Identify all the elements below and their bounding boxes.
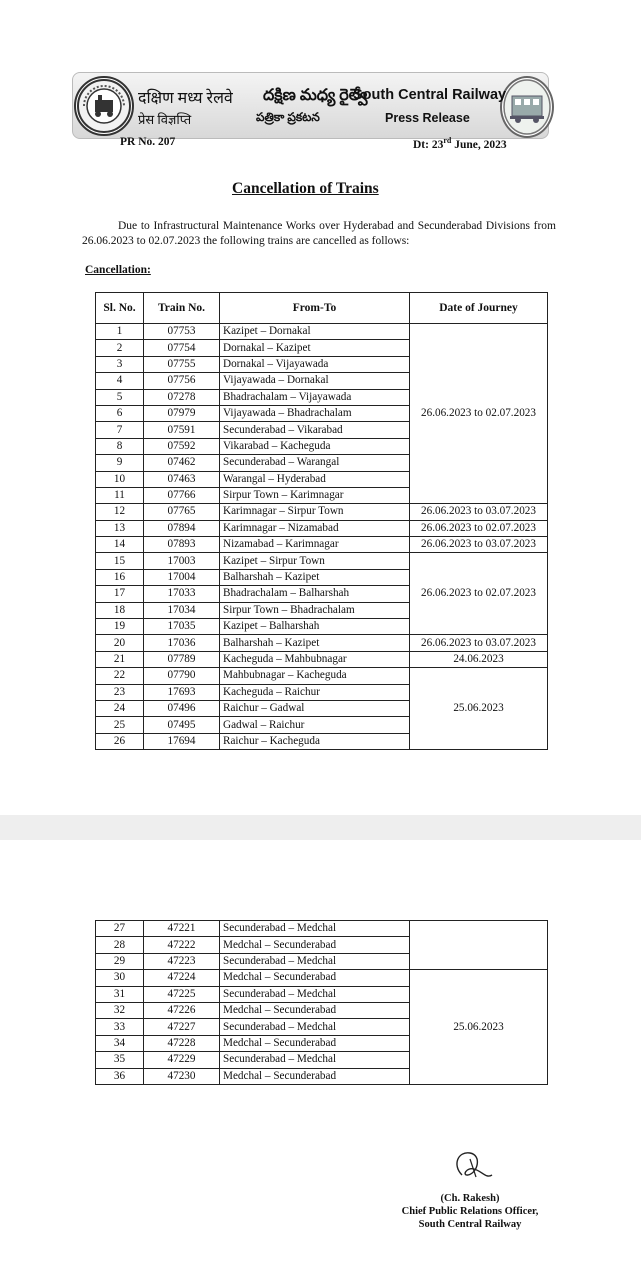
date-of-journey-cell: 26.06.2023 to 02.07.2023 — [410, 553, 548, 635]
train-no-cell: 07463 — [144, 471, 220, 487]
sl-no-cell: 24 — [96, 700, 144, 716]
train-no-cell: 07765 — [144, 504, 220, 520]
route-cell: Bhadrachalam – Balharshah — [220, 586, 410, 602]
route-cell: Secunderabad – Vikarabad — [220, 422, 410, 438]
route-cell: Secunderabad – Medchal — [220, 1019, 410, 1035]
sl-no-cell: 30 — [96, 970, 144, 986]
sl-no-cell: 32 — [96, 1002, 144, 1018]
route-cell: Secunderabad – Warangal — [220, 455, 410, 471]
sl-no-cell: 19 — [96, 619, 144, 635]
page-title: Cancellation of Trains — [232, 180, 379, 197]
train-no-cell: 47229 — [144, 1052, 220, 1068]
route-cell: Medchal – Secunderabad — [220, 970, 410, 986]
sl-no-cell: 12 — [96, 504, 144, 520]
train-no-cell: 07756 — [144, 373, 220, 389]
sl-no-cell: 4 — [96, 373, 144, 389]
route-cell: Vikarabad – Kacheguda — [220, 438, 410, 454]
route-cell: Raichur – Kacheguda — [220, 733, 410, 749]
press-release-english: Press Release — [385, 111, 470, 125]
train-no-cell: 07754 — [144, 340, 220, 356]
train-no-cell: 07893 — [144, 537, 220, 553]
signature-mark — [448, 1145, 498, 1190]
train-no-cell: 07789 — [144, 651, 220, 667]
header-date-of-journey: Date of Journey — [410, 293, 548, 324]
date-of-journey-cell: 26.06.2023 to 02.07.2023 — [410, 520, 548, 536]
train-no-cell: 47223 — [144, 953, 220, 969]
header-sl-no: Sl. No. — [96, 293, 144, 324]
route-cell: Dornakal – Vijayawada — [220, 356, 410, 372]
sl-no-cell: 34 — [96, 1035, 144, 1051]
release-date: Dt: 23rd June, 2023 — [413, 136, 507, 151]
table-row — [96, 970, 548, 986]
sl-no-cell: 27 — [96, 921, 144, 937]
sl-no-cell: 22 — [96, 668, 144, 684]
route-cell: Karimnagar – Nizamabad — [220, 520, 410, 536]
route-cell: Sirpur Town – Karimnagar — [220, 487, 410, 503]
date-of-journey-cell: 26.06.2023 to 02.07.2023 — [410, 324, 548, 504]
train-no-cell: 47221 — [144, 921, 220, 937]
train-no-cell: 07755 — [144, 356, 220, 372]
sl-no-cell: 18 — [96, 602, 144, 618]
sl-no-cell: 3 — [96, 356, 144, 372]
train-no-cell: 07979 — [144, 405, 220, 421]
signatory-organization: South Central Railway — [418, 1219, 522, 1230]
train-no-cell: 47225 — [144, 986, 220, 1002]
sl-no-cell: 9 — [96, 455, 144, 471]
press-release-telugu: పత్రికా ప్రకటన — [256, 110, 320, 124]
route-cell: Medchal – Secunderabad — [220, 937, 410, 953]
intro-paragraph: Due to Infrastructural Maintenance Works over Hyderabad and Secunderabad Divisions from 26.06.2023 to 02.07.2023 the following trains are cancelled as follows: — [82, 220, 556, 247]
table-row — [96, 537, 548, 553]
press-release-hindi: प्रेस विज्ञप्ति — [138, 112, 192, 127]
sl-no-cell: 10 — [96, 471, 144, 487]
route-cell: Nizamabad – Karimnagar — [220, 537, 410, 553]
route-cell: Warangal – Hyderabad — [220, 471, 410, 487]
date-of-journey-cell: 24.06.2023 — [410, 651, 548, 667]
train-no-cell: 07462 — [144, 455, 220, 471]
route-cell: Gadwal – Raichur — [220, 717, 410, 733]
sl-no-cell: 13 — [96, 520, 144, 536]
route-cell: Balharshah – Kazipet — [220, 569, 410, 585]
route-cell: Kacheguda – Mahbubnagar — [220, 651, 410, 667]
route-cell: Kazipet – Dornakal — [220, 324, 410, 340]
route-cell: Balharshah – Kazipet — [220, 635, 410, 651]
route-cell: Bhadrachalam – Vijayawada — [220, 389, 410, 405]
route-cell: Medchal – Secunderabad — [220, 1002, 410, 1018]
route-cell: Secunderabad – Medchal — [220, 953, 410, 969]
table-row — [96, 504, 548, 520]
route-cell: Secunderabad – Medchal — [220, 986, 410, 1002]
train-no-cell: 07790 — [144, 668, 220, 684]
train-no-cell: 07592 — [144, 438, 220, 454]
cancellation-table — [95, 292, 548, 750]
sl-no-cell: 1 — [96, 324, 144, 340]
sl-no-cell: 20 — [96, 635, 144, 651]
sl-no-cell: 28 — [96, 937, 144, 953]
sl-no-cell: 5 — [96, 389, 144, 405]
train-no-cell: 07753 — [144, 324, 220, 340]
indian-railways-logo — [74, 76, 134, 136]
date-of-journey-cell: 25.06.2023 — [410, 668, 548, 750]
date-of-journey-cell: 26.06.2023 to 03.07.2023 — [410, 537, 548, 553]
header-train-no: Train No. — [144, 293, 220, 324]
train-no-cell: 47224 — [144, 970, 220, 986]
route-cell: Vijayawada – Bhadrachalam — [220, 405, 410, 421]
sl-no-cell: 36 — [96, 1068, 144, 1084]
route-cell: Kazipet – Balharshah — [220, 619, 410, 635]
route-cell: Medchal – Secunderabad — [220, 1035, 410, 1051]
railway-name-telugu: దక్షిణ మధ్య రైల్వే — [263, 87, 368, 104]
section-label: Cancellation: — [85, 264, 151, 276]
railway-name-english: South Central Railway — [353, 87, 507, 103]
sl-no-cell: 33 — [96, 1019, 144, 1035]
sl-no-cell: 17 — [96, 586, 144, 602]
table-row — [96, 921, 548, 937]
route-cell: Dornakal – Kazipet — [220, 340, 410, 356]
sl-no-cell: 8 — [96, 438, 144, 454]
header-from-to: From-To — [220, 293, 410, 324]
signatory-name: (Ch. Rakesh) — [440, 1193, 500, 1204]
sl-no-cell: 15 — [96, 553, 144, 569]
table-row — [96, 553, 548, 569]
train-no-cell: 47222 — [144, 937, 220, 953]
train-no-cell: 07894 — [144, 520, 220, 536]
sl-no-cell: 7 — [96, 422, 144, 438]
train-no-cell: 17693 — [144, 684, 220, 700]
signatory-designation: Chief Public Relations Officer, — [401, 1206, 539, 1217]
south-central-railway-emblem — [500, 76, 554, 138]
table-row — [96, 520, 548, 536]
pr-number: PR No. 207 — [120, 136, 176, 148]
train-no-cell: 17036 — [144, 635, 220, 651]
train-no-cell: 07591 — [144, 422, 220, 438]
date-of-journey-cell: 26.06.2023 to 03.07.2023 — [410, 504, 548, 520]
sl-no-cell: 25 — [96, 717, 144, 733]
train-no-cell: 47227 — [144, 1019, 220, 1035]
train-no-cell: 47228 — [144, 1035, 220, 1051]
train-no-cell: 47230 — [144, 1068, 220, 1084]
route-cell: Secunderabad – Medchal — [220, 921, 410, 937]
sl-no-cell: 35 — [96, 1052, 144, 1068]
date-of-journey-cell: 25.06.2023 — [410, 970, 548, 1085]
press-release-page-2 — [0, 840, 641, 1280]
train-no-cell: 17033 — [144, 586, 220, 602]
sl-no-cell: 23 — [96, 684, 144, 700]
train-no-cell: 47226 — [144, 1002, 220, 1018]
train-no-cell: 17004 — [144, 569, 220, 585]
route-cell: Raichur – Gadwal — [220, 700, 410, 716]
route-cell: Mahbubnagar – Kacheguda — [220, 668, 410, 684]
sl-no-cell: 21 — [96, 651, 144, 667]
table-row — [96, 635, 548, 651]
sl-no-cell: 11 — [96, 487, 144, 503]
signature-block — [380, 1192, 560, 1231]
route-cell: Kazipet – Sirpur Town — [220, 553, 410, 569]
sl-no-cell: 26 — [96, 733, 144, 749]
route-cell: Vijayawada – Dornakal — [220, 373, 410, 389]
route-cell: Secunderabad – Medchal — [220, 1052, 410, 1068]
train-no-cell: 17034 — [144, 602, 220, 618]
train-no-cell: 17003 — [144, 553, 220, 569]
date-of-journey-cell — [410, 921, 548, 970]
route-cell: Karimnagar – Sirpur Town — [220, 504, 410, 520]
train-no-cell: 07495 — [144, 717, 220, 733]
sl-no-cell: 2 — [96, 340, 144, 356]
train-no-cell: 07278 — [144, 389, 220, 405]
route-cell: Sirpur Town – Bhadrachalam — [220, 602, 410, 618]
railway-name-hindi: दक्षिण मध्य रेलवे — [138, 90, 233, 107]
route-cell: Medchal – Secunderabad — [220, 1068, 410, 1084]
date-of-journey-cell: 26.06.2023 to 03.07.2023 — [410, 635, 548, 651]
train-no-cell: 07766 — [144, 487, 220, 503]
sl-no-cell: 31 — [96, 986, 144, 1002]
train-no-cell: 07496 — [144, 700, 220, 716]
train-no-cell: 17694 — [144, 733, 220, 749]
sl-no-cell: 6 — [96, 405, 144, 421]
table-row — [96, 651, 548, 667]
sl-no-cell: 14 — [96, 537, 144, 553]
sl-no-cell: 29 — [96, 953, 144, 969]
table-row — [96, 324, 548, 340]
cancellation-table-continued — [95, 920, 548, 1085]
route-cell: Kacheguda – Raichur — [220, 684, 410, 700]
table-row — [96, 668, 548, 684]
sl-no-cell: 16 — [96, 569, 144, 585]
train-no-cell: 17035 — [144, 619, 220, 635]
